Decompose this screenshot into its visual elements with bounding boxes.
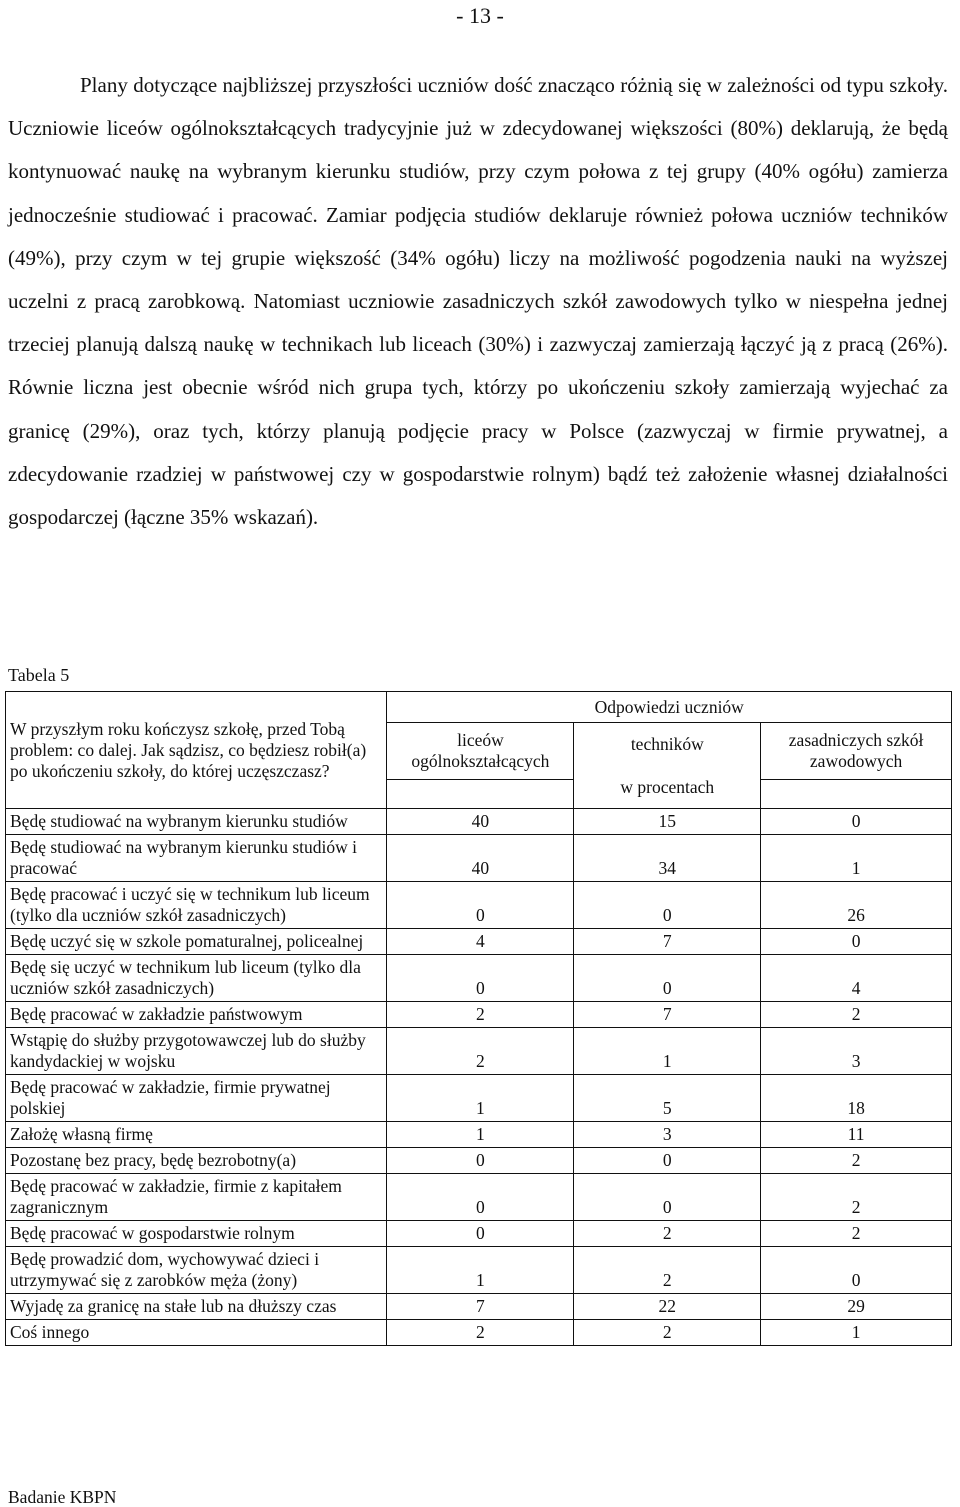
- row-label: Będę pracować w zakładzie państwowym: [6, 1002, 387, 1028]
- row-label: Będę pracować w gospodarstwie rolnym: [6, 1221, 387, 1247]
- row-value: 2: [761, 1174, 952, 1221]
- unit-label: w procentach: [620, 776, 715, 797]
- row-label: Będę studiować na wybranym kierunku studiów: [6, 809, 387, 835]
- row-value: 0: [387, 955, 574, 1002]
- row-label: Będę studiować na wybranym kierunku studiów i pracować: [6, 835, 387, 882]
- row-value: 0: [574, 955, 761, 1002]
- row-value: 26: [761, 882, 952, 929]
- row-label: Będę pracować w zakładzie, firmie z kapitałem zagranicznym: [6, 1174, 387, 1221]
- row-label: Będę prowadzić dom, wychowywać dzieci i utrzymywać się z zarobków męża (żony): [6, 1247, 387, 1294]
- row-value: 0: [761, 1247, 952, 1294]
- column-header-technika-label: techników: [630, 733, 704, 754]
- table-row: [6, 1028, 952, 1075]
- survey-table: [5, 691, 952, 1346]
- row-value: 2: [574, 1221, 761, 1247]
- row-label: Będę się uczyć w technikum lub liceum (tylko dla uczniów szkół zasadniczych): [6, 955, 387, 1002]
- row-value: 3: [761, 1028, 952, 1075]
- row-value: 1: [387, 1247, 574, 1294]
- row-value: 2: [761, 1148, 952, 1174]
- row-value: 2: [574, 1247, 761, 1294]
- row-value: 7: [387, 1294, 574, 1320]
- table-row: [6, 835, 952, 882]
- row-value: 22: [574, 1294, 761, 1320]
- row-label: Pozostanę bez pracy, będę bezrobotny(a): [6, 1148, 387, 1174]
- row-value: 11: [761, 1122, 952, 1148]
- row-value: 0: [761, 809, 952, 835]
- row-value: 40: [387, 835, 574, 882]
- row-value: 3: [574, 1122, 761, 1148]
- row-value: 0: [761, 929, 952, 955]
- table-row: [6, 1002, 952, 1028]
- column-header-licea: liceów ogólnokształcących: [387, 723, 574, 780]
- table-row: [6, 1221, 952, 1247]
- table-row: [6, 1247, 952, 1294]
- page-number: - 13 -: [456, 3, 504, 28]
- table-body: [6, 809, 952, 1346]
- row-value: 2: [574, 1320, 761, 1346]
- table-header: [6, 692, 952, 809]
- row-value: 2: [761, 1221, 952, 1247]
- body-paragraph: [8, 64, 948, 539]
- row-label: Wstąpię do służby przygotowawczej lub do służby kandydackiej w wojsku: [6, 1028, 387, 1075]
- row-value: 5: [574, 1075, 761, 1122]
- row-value: 34: [574, 835, 761, 882]
- table-row: [6, 1122, 952, 1148]
- row-value: 0: [387, 1148, 574, 1174]
- row-value: 2: [761, 1002, 952, 1028]
- table-row: [6, 929, 952, 955]
- answers-group-header: Odpowiedzi uczniów: [387, 692, 952, 723]
- row-value: 4: [761, 955, 952, 1002]
- column-header-technika: [574, 723, 761, 809]
- question-header: W przyszłym roku kończysz szkołę, przed Tobą problem: co dalej. Jak sądzisz, co będziesz robił(a) po ukończeniu szkoły, do której uczęszczasz?: [6, 692, 387, 809]
- source-note: Badanie KBPN: [8, 1487, 117, 1507]
- table-caption: Tabela 5: [8, 665, 70, 685]
- row-value: 0: [387, 1174, 574, 1221]
- row-value: 2: [387, 1002, 574, 1028]
- table-row: [6, 1174, 952, 1221]
- row-value: 7: [574, 1002, 761, 1028]
- table-row: [6, 882, 952, 929]
- row-value: 7: [574, 929, 761, 955]
- paragraph-text: Plany dotyczące najbliższej przyszłości uczniów dość znacząco różnią się w zależności od typu szkoły. Uczniowie liceów ogólnokształcących tradycyjnie już w zdecydowanej większości (80%) deklarują, że będą kontynuować naukę na wybranym kierunku studiów, przy czym połowa z tej grupy (40% ogółu) zamierza jednocześnie studiować i pracować. Zamiar podjęcia studiów deklaruje również połowa uczniów techników (49%), przy czym w tej grupie większość (34% ogółu) liczy na możliwość pogodzenia nauki na wyższej uczelni z pracą zarobkową. Natomiast uczniowie zasadniczych szkół zawodowych tylko w niespełna jednej trzeciej planują dalszą naukę w technikach lub liceach (30%) i zazwyczaj zamierzają łączyć ją z pracą (26%). Równie liczna jest obecnie wśród nich grupa tych, którzy po ukończeniu szkoły zamierzają wyjechać za granicę (29%), oraz tych, którzy planują podjęcie pracy w Polsce (zazwyczaj w firmie prywatnej, a zdecydowanie rzadziej w państwowej czy w gospodarstwie rolnym) bądź też założenie własnej działalności gospodarczej (łączne 35% wskazań).: [8, 73, 948, 530]
- row-value: 0: [387, 1221, 574, 1247]
- row-value: 1: [761, 835, 952, 882]
- table-row: [6, 1294, 952, 1320]
- table-row: [6, 1075, 952, 1122]
- unit-spacer-left: [387, 780, 574, 809]
- row-value: 0: [387, 882, 574, 929]
- row-value: 40: [387, 809, 574, 835]
- table-row: [6, 1148, 952, 1174]
- row-label: Coś innego: [6, 1320, 387, 1346]
- row-value: 29: [761, 1294, 952, 1320]
- row-value: 2: [387, 1320, 574, 1346]
- table-row: [6, 1320, 952, 1346]
- row-value: 0: [574, 1174, 761, 1221]
- row-label: Będę pracować w zakładzie, firmie prywatnej polskiej: [6, 1075, 387, 1122]
- row-value: 2: [387, 1028, 574, 1075]
- row-label: Założę własną firmę: [6, 1122, 387, 1148]
- row-label: Wyjadę za granicę na stałe lub na dłuższy czas: [6, 1294, 387, 1320]
- row-label: Będę uczyć się w szkole pomaturalnej, policealnej: [6, 929, 387, 955]
- row-value: 1: [387, 1122, 574, 1148]
- row-value: 1: [761, 1320, 952, 1346]
- row-value: 4: [387, 929, 574, 955]
- row-value: 15: [574, 809, 761, 835]
- row-value: 18: [761, 1075, 952, 1122]
- row-label: Będę pracować i uczyć się w technikum lub liceum (tylko dla uczniów szkół zasadniczych): [6, 882, 387, 929]
- header-row: [6, 692, 952, 723]
- table-row: [6, 809, 952, 835]
- unit-spacer-right: [761, 780, 952, 809]
- row-value: 0: [574, 882, 761, 929]
- row-value: 1: [387, 1075, 574, 1122]
- row-value: 1: [574, 1028, 761, 1075]
- table-row: [6, 955, 952, 1002]
- row-value: 0: [574, 1148, 761, 1174]
- column-header-zawodowe: zasadniczych szkół zawodowych: [761, 723, 952, 780]
